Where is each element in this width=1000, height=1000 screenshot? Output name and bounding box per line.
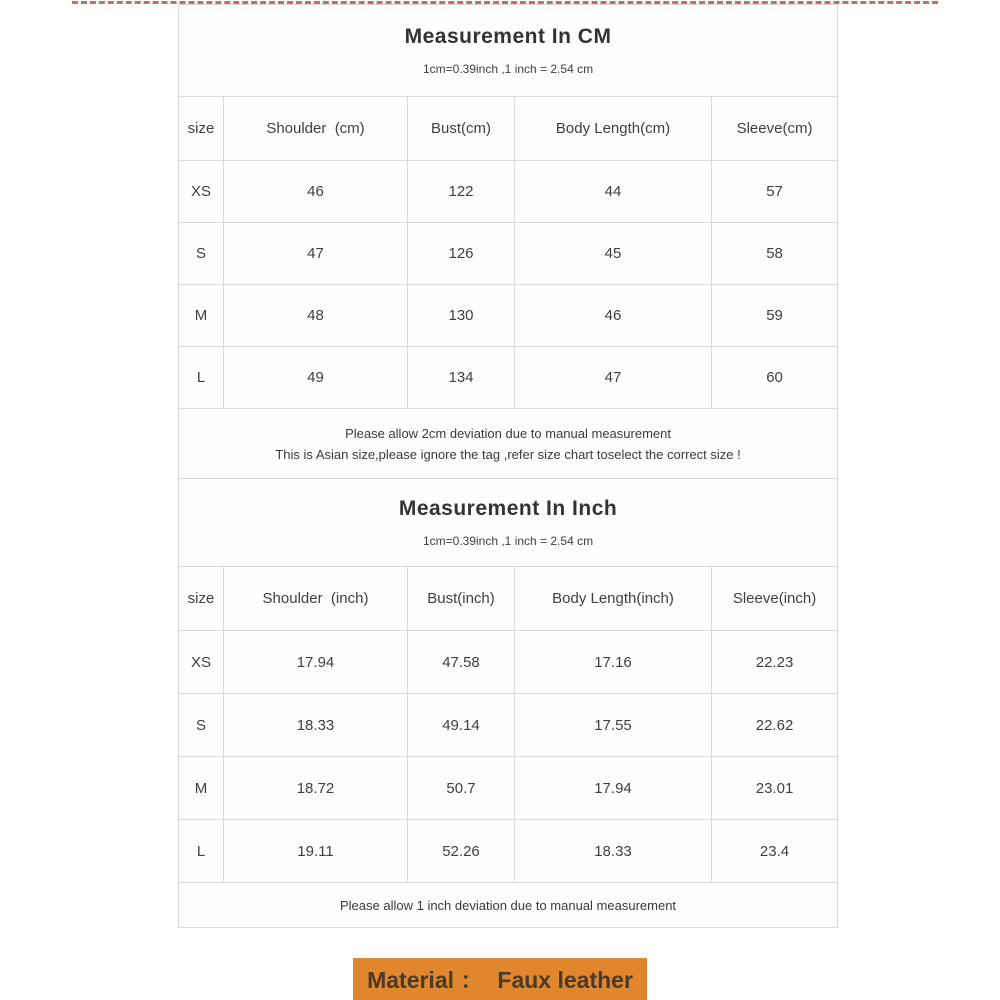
bust-value: 130: [408, 285, 515, 347]
body-length-value: 47: [515, 347, 712, 409]
cm-title-cell: [179, 5, 838, 97]
size-chart: [178, 4, 838, 928]
inch-row-xs: [179, 631, 838, 694]
inch-conversion-note: 1cm=0.39inch ,1 inch = 2.54 cm: [422, 534, 594, 548]
inch-header-sleeve: Sleeve(inch): [712, 567, 838, 631]
size-label: M: [179, 757, 224, 820]
cm-note-cell: [179, 409, 838, 479]
cm-title-row: [179, 5, 838, 97]
bust-value: 49.14: [408, 694, 515, 757]
size-label: L: [179, 347, 224, 409]
cm-header-row: [179, 97, 838, 161]
material-highlight: [353, 958, 647, 1000]
cm-row-xs: [179, 161, 838, 223]
shoulder-value: 48: [224, 285, 408, 347]
inch-header-size: size: [179, 567, 224, 631]
shoulder-value: 18.72: [224, 757, 408, 820]
inch-header-row: [179, 567, 838, 631]
inch-section-title: Measurement In Inch: [398, 497, 618, 520]
cm-header-size: size: [179, 97, 224, 161]
sleeve-value: 22.23: [712, 631, 838, 694]
sleeve-value: 59: [712, 285, 838, 347]
bust-value: 126: [408, 223, 515, 285]
shoulder-value: 49: [224, 347, 408, 409]
sleeve-value: 22.62: [712, 694, 838, 757]
size-label: S: [179, 223, 224, 285]
inch-row-l: [179, 820, 838, 883]
body-length-value: 17.16: [515, 631, 712, 694]
inch-title-row: [179, 479, 838, 567]
body-length-value: 17.94: [515, 757, 712, 820]
cm-conversion-note: 1cm=0.39inch ,1 inch = 2.54 cm: [422, 62, 594, 76]
body-length-value: 44: [515, 161, 712, 223]
cm-row-m: [179, 285, 838, 347]
body-length-value: 46: [515, 285, 712, 347]
shoulder-value: 47: [224, 223, 408, 285]
sleeve-value: 23.01: [712, 757, 838, 820]
size-label: XS: [179, 161, 224, 223]
inch-deviation-note: Please allow 1 inch deviation due to manual measurement: [340, 897, 677, 913]
cm-deviation-note: Please allow 2cm deviation due to manual measurement: [345, 425, 671, 441]
size-label: S: [179, 694, 224, 757]
shoulder-value: 17.94: [224, 631, 408, 694]
inch-note-row: [179, 883, 838, 928]
sleeve-value: 60: [712, 347, 838, 409]
material-label: Material ：: [367, 967, 484, 993]
bust-value: 52.26: [408, 820, 515, 883]
cm-row-s: [179, 223, 838, 285]
bust-value: 122: [408, 161, 515, 223]
sleeve-value: 57: [712, 161, 838, 223]
cm-asian-size-note: This is Asian size,please ignore the tag ,refer size chart toselect the correct size !: [275, 446, 741, 462]
size-label: XS: [179, 631, 224, 694]
inch-note-cell: [179, 883, 838, 928]
shoulder-value: 19.11: [224, 820, 408, 883]
cm-section-title: Measurement In CM: [404, 25, 612, 48]
cm-header-shoulder: Shoulder (cm): [224, 97, 408, 161]
size-label: M: [179, 285, 224, 347]
material-line: [0, 958, 1000, 1000]
material-value: Faux leather: [497, 967, 633, 993]
cm-row-l: [179, 347, 838, 409]
inch-row-m: [179, 757, 838, 820]
inch-row-s: [179, 694, 838, 757]
inch-header-body-length: Body Length(inch): [515, 567, 712, 631]
cm-header-sleeve: Sleeve(cm): [712, 97, 838, 161]
body-length-value: 17.55: [515, 694, 712, 757]
inch-title-cell: [179, 479, 838, 567]
bust-value: 47.58: [408, 631, 515, 694]
cm-header-body-length: Body Length(cm): [515, 97, 712, 161]
sleeve-value: 58: [712, 223, 838, 285]
body-length-value: 18.33: [515, 820, 712, 883]
inch-header-shoulder: Shoulder (inch): [224, 567, 408, 631]
shoulder-value: 18.33: [224, 694, 408, 757]
size-label: L: [179, 820, 224, 883]
sleeve-value: 23.4: [712, 820, 838, 883]
shoulder-value: 46: [224, 161, 408, 223]
bust-value: 50.7: [408, 757, 515, 820]
inch-header-bust: Bust(inch): [408, 567, 515, 631]
body-length-value: 45: [515, 223, 712, 285]
cm-note-row: [179, 409, 838, 479]
cm-header-bust: Bust(cm): [408, 97, 515, 161]
bust-value: 134: [408, 347, 515, 409]
